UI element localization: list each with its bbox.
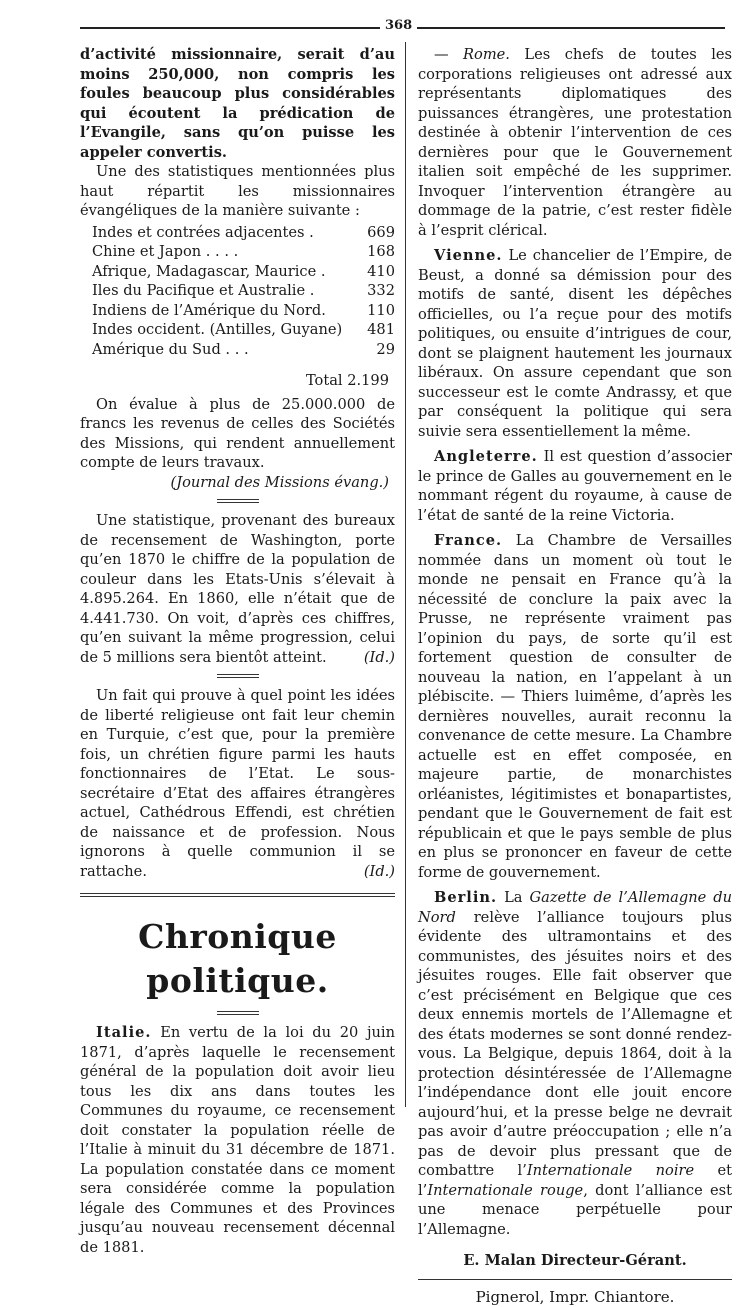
row-value: 332 <box>361 281 395 301</box>
paragraph-italie <box>80 1023 395 1257</box>
internationale-noire: Internationale noire <box>527 1162 694 1179</box>
source-citation: (Journal des Missions évang.) <box>80 473 389 493</box>
row-label: Amérique du Sud . . . <box>92 340 249 360</box>
row-value: 168 <box>361 242 395 262</box>
table-row <box>92 320 395 340</box>
angleterre-heading: Angleterre. <box>434 448 538 465</box>
paragraph-text: Les chefs de toutes les corporations religieuses ont adressé aux représentants diplomatiques des puissances étrangères, une protestation destinée à obtenir l’intervention de ces dernières pour que le Gouvernement italien soit empêché de les supprimer. Invoquer l’intervention étrangère au dommage de la patrie, c’est rester fidèle à l’esprit clérical. <box>418 46 732 239</box>
row-label: Afrique, Madagascar, Maurice . <box>92 262 326 282</box>
right-column <box>418 45 732 1307</box>
table-row <box>92 223 395 243</box>
paragraph-statistics-intro: Une des statistiques mentionnées plus haut répartit les missionnaires évangéliques de la manière suivante : <box>80 162 395 221</box>
paragraph-text: , dont l’alliance est une menace perpétuelle pour l’Allemagne. <box>418 1182 732 1238</box>
row-value: 410 <box>361 262 395 282</box>
left-column <box>80 45 395 1257</box>
text-fragment: et l’ <box>418 1162 732 1199</box>
column-divider <box>405 42 406 1107</box>
row-label: Iles du Pacifique et Australie . <box>92 281 314 301</box>
signature: E. Malan Directeur-Gérant. <box>418 1251 732 1271</box>
paragraph-text: La Chambre de Versailles nommée dans un moment où tout le monde ne pensait en France qu’à la nécessité de conclure la paix avec la Prusse, ne représente vraiment pas l’opinion du pays, de sorte qu’il est fortement question de consulter de nouveau la nation, en l’appelant à un plébiscite. — Thiers luimême, d’après les dernières nouvelles, aurait reconnu la convenance de cette mesure. La Chambre actuelle est en effet composée, en majeure partie, de monarchistes orléanistes, légitimistes et bonapartistes, pendant que le Gouvernement de fait est républicain et que le pays semble de plus en plus se prononcer en faveur de cette forme de gouvernement. <box>418 532 732 881</box>
paragraph-rome <box>418 45 732 240</box>
paragraph-text: En vertu de la loi du 20 juin 1871, d’après laquelle le recensement général de la population doit avoir lieu tous les dix ans dans toutes les Communes du royaume, ce recensement doit constater la population réelle de l’Italie à minuit du 31 décembre de 1871. La population constatée dans ce moment sera considérée comme la population légale des Communes et des Provinces jusqu’au nouveau recensement décennal de 1881. <box>80 1024 395 1256</box>
paragraph-text: Une statistique, provenant des bureaux de recensement de Washington, porte qu’en 1870 le chiffre de la population de couleur dans les Etats-Unis s’élevait à 4.895.264. En 1860, elle n’était que de 4.441.730. On voit, d’après ces chiffres, qu’en suivant la même progression, celui de 5 millions sera bientôt atteint. <box>80 512 395 666</box>
row-label: Chine et Japon . . . . <box>92 242 238 262</box>
row-value: 669 <box>361 223 395 243</box>
section-rule <box>80 893 395 897</box>
rome-heading: — Rome. <box>434 46 510 63</box>
separator <box>217 674 259 678</box>
paragraph-missions-count: d’activité missionnaire, serait d’au moins 250,000, non compris les foules beaucoup plus considérables qui écoutent la prédication de l’Evangile, sans qu’on puisse les appeler convertis. <box>80 45 395 162</box>
row-value: 110 <box>361 301 395 321</box>
row-label: Indiens de l’Amérique du Nord. <box>92 301 326 321</box>
table-row <box>92 262 395 282</box>
table-row <box>92 301 395 321</box>
berlin-heading: Berlin. <box>434 889 497 906</box>
table-total: Total 2.199 <box>80 371 389 391</box>
page-number: 368 <box>380 18 417 34</box>
separator <box>217 1011 259 1015</box>
italie-heading: Italie. <box>96 1024 151 1041</box>
divider <box>418 1279 732 1280</box>
separator <box>217 499 259 503</box>
table-row <box>92 281 395 301</box>
table-row <box>92 340 395 360</box>
source-citation: (Id.) <box>348 648 395 668</box>
paragraph-text: relève l’alliance toujours plus évidente des ultramontains et des communistes, des jésuites noirs et des jésuites rouges. Elle fait observer que c’est précisément en Belgique que ces deux ennemis mortels de l’Allemagne et des états modernes se sont donné rendez-vous. La Belgique, depuis 1864, doit à la protection désintéressée de l’Allemagne l’indépendance dont elle jouit encore aujourd’hui, et la presse belge ne devrait pas avoir d’autre préoccupation ; elle n’a pas de devoir plus pressant que de combattre l’ <box>418 909 732 1180</box>
text-fragment: La <box>504 889 522 906</box>
paragraph-france <box>418 531 732 882</box>
paragraph-vienne <box>418 246 732 441</box>
vienne-heading: Vienne. <box>434 247 502 264</box>
paragraph-text: Le chancelier de l’Empire, de Beust, a donné sa démission pour des motifs de santé, disent les dépêches officielles, ou l’a reçue pour des motifs politiques, ou ensuite d’intrigues de cour, dont se plaignent hautement les journaux libéraux. On assure cependant que son successeur est le comte Andrassy, et que par conséquent la politique qui sera suivie sera essentiellement la même. <box>418 247 732 440</box>
paragraph-angleterre <box>418 447 732 525</box>
france-heading: France. <box>434 532 502 549</box>
section-title: Chronique politique. <box>80 915 395 1003</box>
internationale-rouge: Internationale rouge <box>427 1182 583 1199</box>
newspaper-title: Gazette de l’Allemagne du Nord <box>418 889 732 926</box>
table-row <box>92 242 395 262</box>
paragraph-revenues: On évalue à plus de 25.000.000 de francs les revenus de celles des Sociétés des Missions, qui rendent annuellement compte de leurs travaux. <box>80 395 395 473</box>
source-citation: (Id.) <box>348 862 395 882</box>
imprint: Pignerol, Impr. Chiantore. <box>418 1288 732 1307</box>
row-label: Indes et contrées adjacentes . <box>92 223 314 243</box>
row-value: 481 <box>361 320 395 340</box>
paragraph-berlin <box>418 888 732 1239</box>
missionaries-table <box>92 223 395 360</box>
paragraph-turkey <box>80 686 395 881</box>
paragraph-washington-census <box>80 511 395 667</box>
paragraph-text: Un fait qui prouve à quel point les idées de liberté religieuse ont fait leur chemin en Turquie, c’est que, pour la première fois, un chrétien figure parmi les hauts fonctionnaires de l’Etat. Le sous-secrétaire d’Etat des affaires étrangères actuel, Cathédrous Effendi, est chrétien de naissance et de profession. Nous ignorons à quelle communion il se rattache. <box>80 687 395 880</box>
row-label: Indes occident. (Antilles, Guyane) <box>92 320 342 340</box>
paragraph-text: Il est question d’associer le prince de Galles au gouvernement en le nommant régent du royaume, à cause de l’état de santé de la reine Victoria. <box>418 448 732 524</box>
row-value: 29 <box>361 340 395 360</box>
